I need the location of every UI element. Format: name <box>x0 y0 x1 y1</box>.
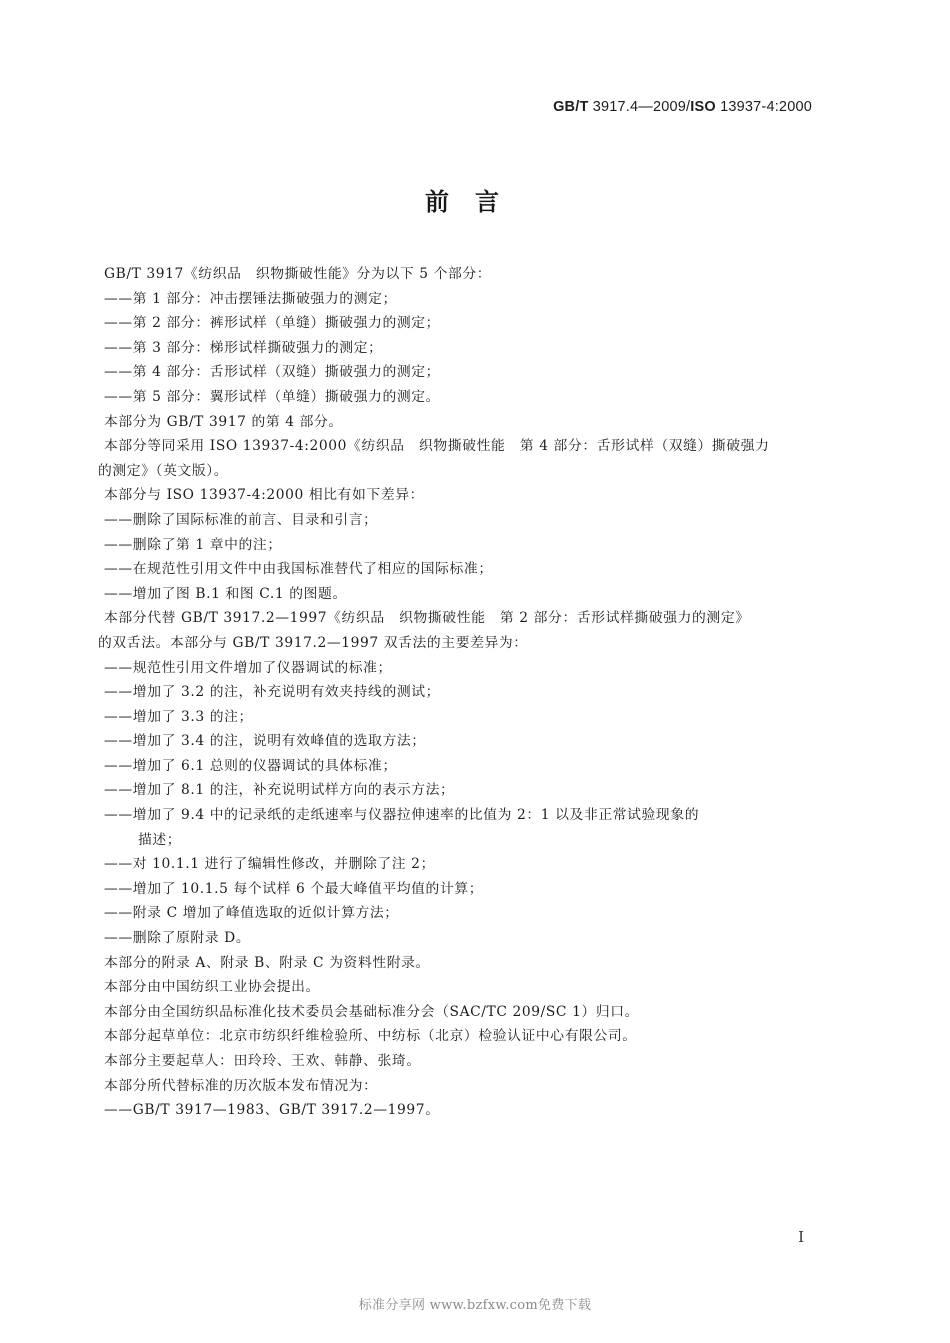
text-line: ——对 10.1.1 进行了编辑性修改，并删除了注 2； <box>104 856 435 873</box>
text-line: ——增加了 3.4 的注，说明有效峰值的选取方法； <box>104 733 426 750</box>
text-line: ——第 3 部分：梯形试样撕破强力的测定； <box>104 339 383 356</box>
text-line: 本部分由中国纺织工业协会提出。 <box>104 979 320 996</box>
text-line: 本部分等同采用 ISO 13937-4:2000《纺织品 织物撕破性能 第 4 部分：舌形试样（双缝）撕破强力 <box>104 438 770 455</box>
std-number: GB/T <box>553 99 589 115</box>
text-line: ——增加了图 B.1 和图 C.1 的图题。 <box>104 585 347 602</box>
text-line: 本部分由全国纺织品标准化技术委员会基础标准分会（SAC/TC 209/SC 1）归口。 <box>104 1003 640 1020</box>
text-line: ——第 2 部分：裤形试样（单缝）撕破强力的测定； <box>104 315 441 332</box>
text-line: ——附录 C 增加了峰值选取的近似计算方法； <box>104 905 399 922</box>
text-line: ——第 4 部分：舌形试样（双缝）撕破强力的测定； <box>104 364 441 381</box>
text-line: ——删除了第 1 章中的注； <box>104 536 282 553</box>
text-line: ——增加了 3.3 的注； <box>104 708 253 725</box>
iso-prefix: ISO <box>690 99 716 115</box>
footer-watermark: 标准分享网 www.bzfxw.com免费下载 <box>358 1298 592 1313</box>
text-line: ——删除了国际标准的前言、目录和引言； <box>104 511 378 528</box>
text-line: 本部分起草单位：北京市纺织纤维检验所、中纺标（北京）检验认证中心有限公司。 <box>104 1028 637 1045</box>
page-number: I <box>798 1228 804 1246</box>
text-line: ——增加了 9.4 中的记录纸的走纸速率与仪器拉伸速率的比值为 2：1 以及非正常试验现象的 <box>104 807 700 824</box>
iso-code: 13937-4:2000 <box>715 99 812 115</box>
text-line: ——规范性引用文件增加了仪器调试的标准； <box>104 659 392 676</box>
std-code: 3917.4—2009/ <box>588 99 691 115</box>
text-line: ——第 5 部分：翼形试样（单缝）撕破强力的测定。 <box>104 388 441 405</box>
text-line: GB/T 3917《纺织品 织物撕破性能》分为以下 5 个部分： <box>104 266 492 282</box>
text-line: 本部分主要起草人：田玲玲、王欢、韩静、张琦。 <box>104 1053 421 1069</box>
text-line: 描述； <box>138 831 182 848</box>
text-line: ——删除了原附录 D。 <box>104 930 251 947</box>
text-line: 的双舌法。本部分与 GB/T 3917.2—1997 双舌法的主要差异为： <box>98 634 528 651</box>
text-line: 本部分与 ISO 13937-4:2000 相比有如下差异： <box>104 487 425 504</box>
text-line: ——在规范性引用文件中由我国标准替代了相应的国际标准； <box>104 561 493 578</box>
standard-header <box>553 99 812 115</box>
page-title: 前言 <box>425 188 525 216</box>
text-line: 本部分代替 GB/T 3917.2—1997《纺织品 织物撕破性能 第 2 部分：舌形试样撕破强力的测定》 <box>104 610 750 627</box>
foreword-body <box>98 262 816 1123</box>
text-line: 的测定》（英文版）。 <box>98 462 229 479</box>
text-line: 本部分为 GB/T 3917 的第 4 部分。 <box>104 413 343 430</box>
text-line: 本部分的附录 A、附录 B、附录 C 为资料性附录。 <box>104 954 430 971</box>
text-line: 本部分所代替标准的历次版本发布情况为： <box>104 1077 378 1094</box>
text-line: ——增加了 10.1.5 每个试样 6 个最大峰值平均值的计算； <box>104 880 484 897</box>
text-line: ——增加了 8.1 的注，补充说明试样方向的表示方法； <box>104 782 455 799</box>
text-line: ——增加了 3.2 的注，补充说明有效夹持线的测试； <box>104 684 441 701</box>
text-line: ——增加了 6.1 总则的仪器调试的具体标准； <box>104 757 397 774</box>
text-line: ——第 1 部分：冲击摆锤法撕破强力的测定； <box>104 290 397 307</box>
text-line: ——GB/T 3917—1983、GB/T 3917.2—1997。 <box>104 1102 440 1119</box>
